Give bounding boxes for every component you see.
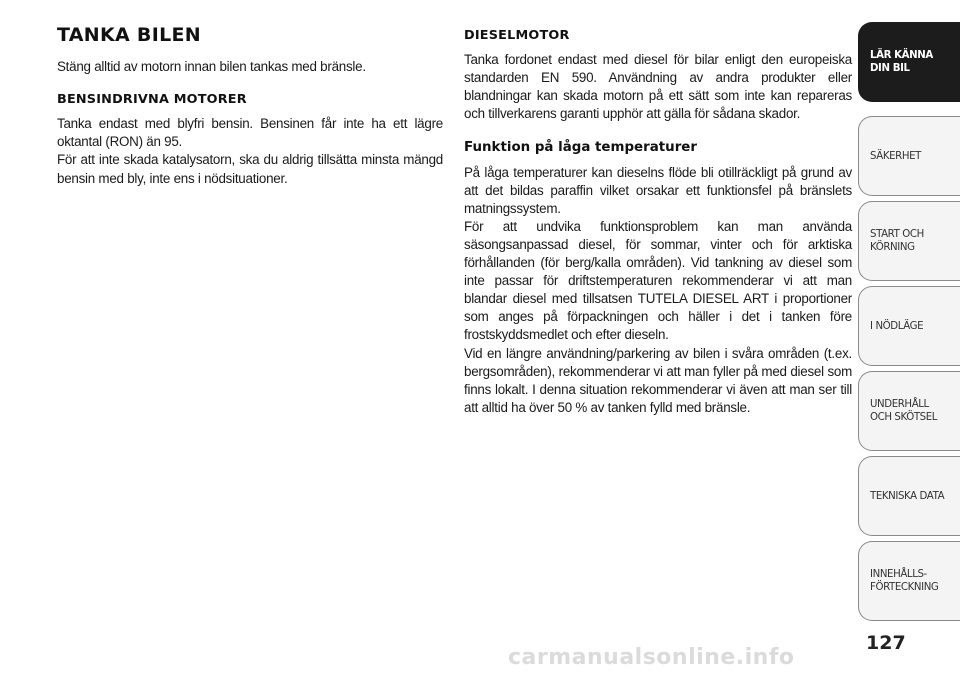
tab-i-nodlage[interactable]: I NÖDLÄGE	[858, 286, 960, 366]
diesel-heading: DIESELMOTOR	[464, 28, 570, 43]
petrol-text-2: För att inte skada katalysatorn, ska du aldrig tillsätta minsta mängd bensin med bly, inte ens i nödsituationer.	[57, 152, 443, 186]
low-temp-text-1: På låga temperaturer kan dieselns flöde bli otillräckligt på grund av att det bildas paraffin vilket orsakar ett funktionsfel på bränslets matningssystem.	[464, 164, 852, 216]
tab-underhall-och-skotsel[interactable]: UNDERHÅLL OCH SKÖTSEL	[858, 371, 960, 451]
diesel-text: Tanka fordonet endast med diesel för bilar enligt den europeiska standarden EN 590. Användning av andra produkter eller blandningar kan skada motorn på ett sätt som inte kan repareras och tillverkarens garanti upphör att gälla för sådana skador.	[464, 52, 852, 122]
chapter-sidebar	[858, 0, 960, 677]
watermark: carmanualsonline.info	[508, 645, 795, 670]
low-temp-text-3: Vid en längre användning/parkering av bilen i svåra områden (t.ex. bergsområden), rekommenderar vi att man fyller på med diesel som finns lokalt. I denna situation rekommenderar vi även att man ser till att alltid ha över 50 % av tanken fylld med bränsle.	[464, 345, 852, 415]
right-column	[464, 22, 852, 417]
tab-lar-kanna-din-bil[interactable]: LÄR KÄNNA DIN BIL	[858, 22, 960, 102]
page-title: TANKA BILEN	[57, 24, 201, 46]
tab-start-och-korning[interactable]: START OCH KÖRNING	[858, 201, 960, 281]
low-temp-text-2: För att undvika funktionsproblem kan man använda säsongsanpassad diesel, för sommar, vinter och för arktiska förhållanden (för berg/kalla områden). Vid tankning av diesel som inte passar för driftstemperaturen rekommenderar vi att man blandar diesel med tillsatsen TUTELA DIESEL ART i proportioner som anges på förpackningen och häller i det i tanken före frostskyddsmedlet och efter dieseln.	[464, 218, 852, 343]
petrol-heading: BENSINDRIVNA MOTORER	[57, 92, 247, 108]
page-number: 127	[866, 632, 906, 654]
tab-sakerhet[interactable]: SÄKERHET	[858, 116, 960, 196]
tab-innehallsforteckning[interactable]: INNEHÅLLS- FÖRTECKNING	[858, 541, 960, 621]
petrol-text-1: Tanka endast med blyfri bensin. Bensinen får inte ha ett lägre oktantal (RON) än 95.	[57, 116, 443, 150]
left-column	[57, 22, 443, 188]
tab-tekniska-data[interactable]: TEKNISKA DATA	[858, 456, 960, 536]
low-temp-heading: Funktion på låga temperaturer	[464, 140, 697, 156]
intro-text: Stäng alltid av motorn innan bilen tankas med bränsle.	[57, 59, 366, 75]
